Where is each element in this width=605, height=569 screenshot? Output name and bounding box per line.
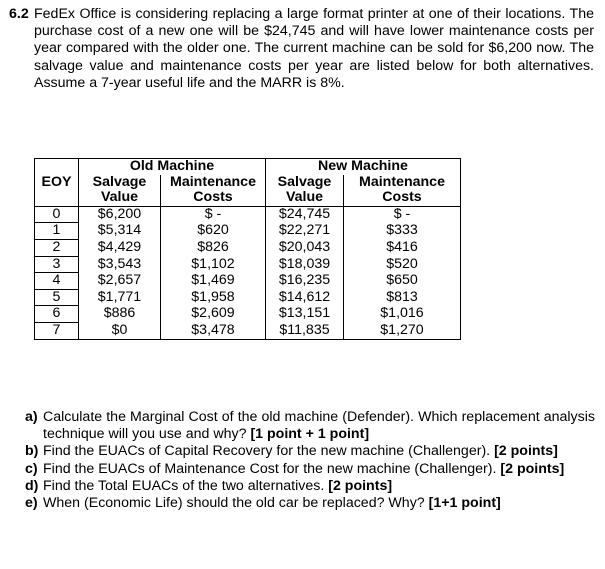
question-d (25, 478, 595, 495)
table-row (35, 322, 461, 339)
old-maint-cell: $2,609 (161, 306, 266, 323)
old-maint-subheader: Costs (161, 190, 266, 206)
new-salvage-cell: $18,039 (266, 256, 344, 273)
new-salvage-cell: $16,235 (266, 273, 344, 290)
new-salvage-cell: $22,271 (266, 223, 344, 240)
column-header-row-2 (35, 190, 461, 206)
old-salvage-cell: $1,771 (79, 289, 161, 306)
old-maint-header: Maintenance (161, 175, 266, 191)
eoy-header: EOY (35, 175, 79, 191)
question-label: e) (25, 495, 38, 512)
new-salvage-cell: $11,835 (266, 322, 344, 339)
eoy-cell: 1 (35, 223, 79, 240)
new-maint-cell: $813 (344, 289, 461, 306)
table-row (35, 273, 461, 290)
column-header-row-1 (35, 175, 461, 191)
eoy-header-blank (35, 190, 79, 206)
eoy-cell: 4 (35, 273, 79, 290)
eoy-cell: 7 (35, 322, 79, 339)
new-salvage-cell: $24,745 (266, 206, 344, 223)
eoy-cell: 3 (35, 256, 79, 273)
cost-table (34, 158, 461, 340)
old-salvage-header: Salvage (79, 175, 161, 191)
table-row (35, 239, 461, 256)
new-maint-cell: $1,016 (344, 306, 461, 323)
old-maint-cell: $ - (161, 206, 266, 223)
new-salvage-cell: $20,043 (266, 239, 344, 256)
old-salvage-cell: $5,314 (79, 223, 161, 240)
old-maint-cell: $1,102 (161, 256, 266, 273)
old-salvage-cell: $4,429 (79, 239, 161, 256)
question-e (25, 495, 595, 512)
question-points: [2 points] (328, 477, 393, 494)
old-salvage-subheader: Value (79, 190, 161, 206)
problem-number: 6.2 (9, 6, 29, 22)
old-maint-cell: $826 (161, 239, 266, 256)
old-salvage-cell: $6,200 (79, 206, 161, 223)
old-salvage-cell: $3,543 (79, 256, 161, 273)
question-points: [1+1 point] (428, 495, 501, 512)
new-maint-cell: $ - (344, 206, 461, 223)
question-points: [1 point + 1 point] (250, 426, 370, 443)
old-maint-cell: $1,469 (161, 273, 266, 290)
question-label: c) (25, 460, 38, 477)
table-row (35, 256, 461, 273)
new-maint-cell: $416 (344, 239, 461, 256)
old-maint-cell: $620 (161, 223, 266, 240)
new-maint-header: Maintenance (344, 175, 461, 191)
eoy-cell: 5 (35, 289, 79, 306)
new-machine-header: New Machine (266, 159, 461, 175)
old-salvage-cell: $0 (79, 322, 161, 339)
question-text: Calculate the Marginal Cost of the old machine (Defender). Which replacement analysis technique will you use and why? (43, 409, 595, 443)
old-maint-cell: $1,958 (161, 289, 266, 306)
table-row (35, 306, 461, 323)
eoy-cell: 6 (35, 306, 79, 323)
eoy-cell: 2 (35, 239, 79, 256)
question-list (25, 409, 595, 512)
question-text: Find the EUACs of Capital Recovery for the new machine (Challenger). (43, 443, 491, 460)
question-label: b) (25, 443, 39, 460)
new-salvage-cell: $13,151 (266, 306, 344, 323)
new-salvage-subheader: Value (266, 190, 344, 206)
problem-statement (9, 6, 594, 92)
old-maint-cell: $3,478 (161, 322, 266, 339)
new-salvage-header: Salvage (266, 175, 344, 191)
question-label: a) (25, 409, 38, 425)
question-text: Find the EUACs of Maintenance Cost for the new machine (Challenger). (43, 460, 497, 477)
question-c (25, 461, 595, 478)
question-points: [2 points] (494, 443, 558, 460)
old-salvage-cell: $886 (79, 306, 161, 323)
question-b (25, 443, 595, 460)
question-label: d) (25, 477, 39, 494)
question-points: [2 points] (500, 460, 565, 477)
table-row (35, 206, 461, 223)
new-maint-subheader: Costs (344, 190, 461, 206)
new-maint-cell: $520 (344, 256, 461, 273)
corner-cell (35, 159, 79, 175)
group-header-row (35, 159, 461, 175)
old-machine-header: Old Machine (79, 159, 266, 175)
table-row (35, 289, 461, 306)
eoy-cell: 0 (35, 206, 79, 223)
new-maint-cell: $1,270 (344, 322, 461, 339)
old-salvage-cell: $2,657 (79, 273, 161, 290)
question-text: When (Economic Life) should the old car be replaced? Why? (43, 495, 425, 512)
new-salvage-cell: $14,612 (266, 289, 344, 306)
new-maint-cell: $333 (344, 223, 461, 240)
question-text: Find the Total EUACs of the two alternatives. (43, 477, 325, 494)
question-a (25, 409, 595, 443)
new-maint-cell: $650 (344, 273, 461, 290)
problem-text: FedEx Office is considering replacing a large format printer at one of their locations. The purchase cost of a new one will be $24,745 and will have lower maintenance costs per year compared with the older one. The current machine can be sold for $6,200 now. The salvage value and maintenance costs per year are listed below for both alternatives. Assume a 7-year useful life and the MARR is 8%. (34, 6, 594, 91)
table-row (35, 223, 461, 240)
